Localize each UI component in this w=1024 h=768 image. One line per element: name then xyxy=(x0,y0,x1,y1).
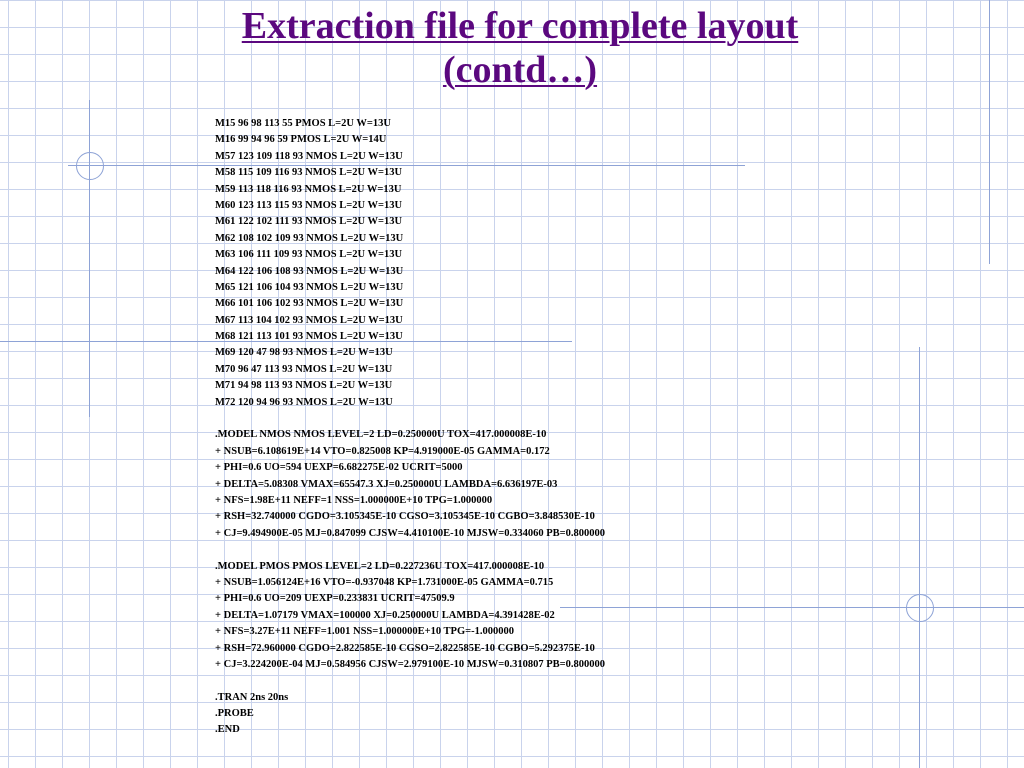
command-line: .END xyxy=(215,724,240,736)
transistor-line: M66 101 106 102 93 NMOS L=2U W=13U xyxy=(215,298,404,310)
transistor-line: M69 120 47 98 93 NMOS L=2U W=13U xyxy=(215,347,393,359)
blank-line xyxy=(215,673,915,689)
nmos-model-line: + PHI=0.6 UO=594 UEXP=6.682275E-02 UCRIT=5000 xyxy=(215,462,463,474)
transistor-line: M68 121 113 101 93 NMOS L=2U W=13U xyxy=(215,331,403,343)
slide-title xyxy=(120,4,920,92)
nmos-model-line: + NSUB=6.108619E+14 VTO=0.825008 KP=4.919000E-05 GAMMA=0.172 xyxy=(215,445,550,457)
transistor-line: M60 123 113 115 93 NMOS L=2U W=13U xyxy=(215,199,403,211)
transistor-line: M63 106 111 109 93 NMOS L=2U W=13U xyxy=(215,249,403,261)
deco-line-right-vertical-top xyxy=(989,0,990,264)
transistor-line: M61 122 102 111 93 NMOS L=2U W=13U xyxy=(215,216,403,228)
nmos-model-line: .MODEL NMOS NMOS LEVEL=2 LD=0.250000U TOX=417.000008E-10 xyxy=(215,429,547,441)
slide-title-line1: Extraction file for complete layout xyxy=(241,5,799,47)
pmos-model-line: .MODEL PMOS PMOS LEVEL=2 LD=0.227236U TOX=417.000008E-10 xyxy=(215,560,545,572)
transistor-line: M71 94 98 113 93 NMOS L=2U W=13U xyxy=(215,380,393,392)
pmos-model-line: + DELTA=1.07179 VMAX=100000 XJ=0.250000U LAMBDA=4.391428E-02 xyxy=(215,609,555,621)
nmos-model-line: + RSH=32.740000 CGDO=3.105345E-10 CGSO=3.105345E-10 CGBO=3.848530E-10 xyxy=(215,511,595,523)
transistor-line: M59 113 118 116 93 NMOS L=2U W=13U xyxy=(215,183,402,195)
transistor-line: M15 96 98 113 55 PMOS L=2U W=13U xyxy=(215,118,391,129)
transistor-line: M58 115 109 116 93 NMOS L=2U W=13U xyxy=(215,167,403,179)
pmos-model-line: + PHI=0.6 UO=209 UEXP=0.233831 UCRIT=47509.9 xyxy=(215,593,455,605)
pmos-model-line: + RSH=72.960000 CGDO=2.822585E-10 CGSO=2.822585E-10 CGBO=5.292375E-10 xyxy=(215,642,595,654)
deco-line-left-vertical xyxy=(89,100,90,417)
blank-line xyxy=(215,542,915,558)
transistor-line: M16 99 94 96 59 PMOS L=2U W=14U xyxy=(215,134,387,146)
transistor-line: M65 121 106 104 93 NMOS L=2U W=13U xyxy=(215,281,404,293)
blank-line xyxy=(215,411,915,427)
nmos-model-line: + CJ=9.494900E-05 MJ=0.847099 CJSW=4.410100E-10 MJSW=0.334060 PB=0.800000 xyxy=(215,527,605,539)
transistor-line: M62 108 102 109 93 NMOS L=2U W=13U xyxy=(215,232,404,244)
transistor-line: M67 113 104 102 93 NMOS L=2U W=13U xyxy=(215,314,403,326)
command-line: .PROBE xyxy=(215,708,254,720)
pmos-model-line: + CJ=3.224200E-04 MJ=0.584956 CJSW=2.979100E-10 MJSW=0.310807 PB=0.800000 xyxy=(215,658,605,670)
spice-netlist xyxy=(215,116,915,739)
pmos-model-line: + NFS=3.27E+11 NEFF=1.001 NSS=1.000000E+10 TPG=-1.000000 xyxy=(215,626,514,638)
deco-line-right-vertical-bottom xyxy=(919,347,920,768)
command-line: .TRAN 2ns 20ns xyxy=(215,691,289,703)
nmos-model-line: + DELTA=5.08308 VMAX=65547.3 XJ=0.250000U LAMBDA=6.636197E-03 xyxy=(215,478,558,490)
transistor-line: M57 123 109 118 93 NMOS L=2U W=13U xyxy=(215,150,403,162)
pmos-model-line: + NSUB=1.056124E+16 VTO=-0.937048 KP=1.731000E-05 GAMMA=0.715 xyxy=(215,576,554,588)
transistor-line: M72 120 94 96 93 NMOS L=2U W=13U xyxy=(215,396,393,408)
nmos-model-line: + NFS=1.98E+11 NEFF=1 NSS=1.000000E+10 TPG=1.000000 xyxy=(215,494,493,506)
transistor-line: M70 96 47 113 93 NMOS L=2U W=13U xyxy=(215,363,393,375)
transistor-line: M64 122 106 108 93 NMOS L=2U W=13U xyxy=(215,265,404,277)
slide-title-line2: (contd…) xyxy=(442,49,598,91)
deco-circle-left xyxy=(76,152,104,180)
